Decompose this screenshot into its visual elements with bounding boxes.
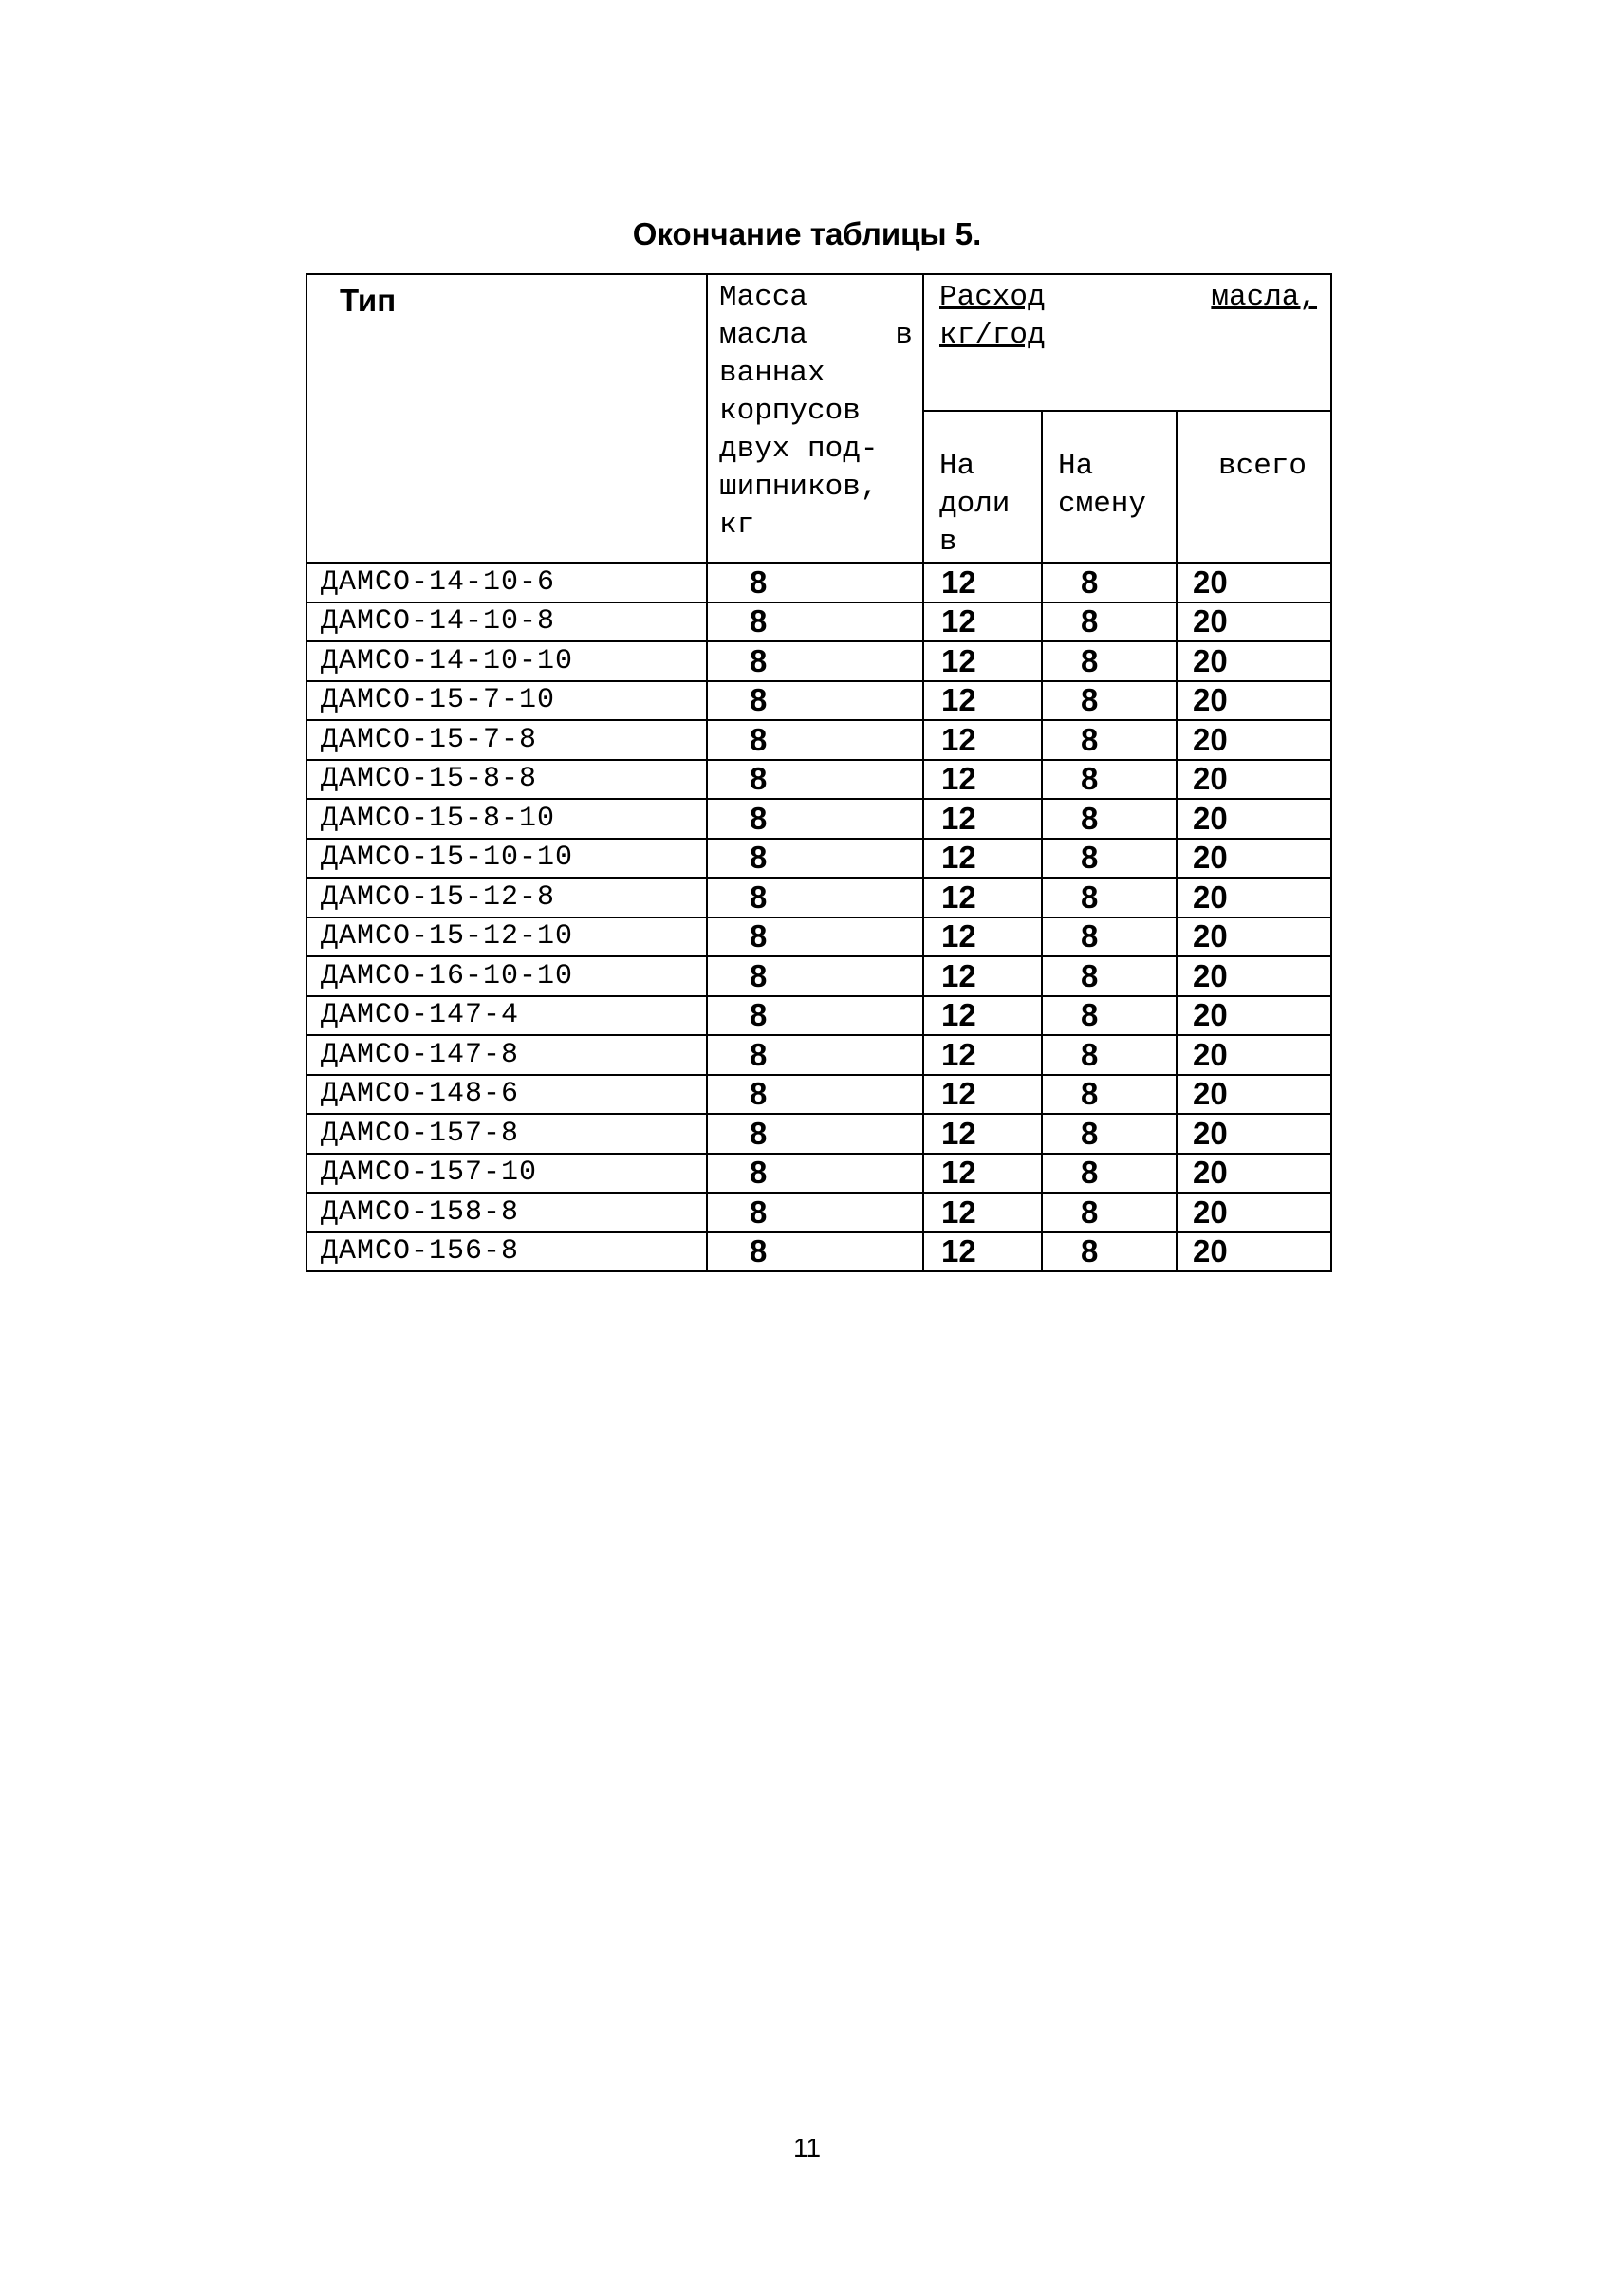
cell-dolive: 12 — [923, 563, 1042, 602]
cell-oil-mass: 8 — [707, 1232, 923, 1272]
table-row — [306, 1114, 1331, 1154]
cell-oil-mass: 8 — [707, 956, 923, 996]
header-oil-mass-line: шипников, — [719, 471, 879, 504]
header-oil-flow-line — [939, 279, 1317, 317]
header-oil-mass-line: корпусов — [719, 395, 861, 428]
header-dolive-line: доли — [939, 488, 1011, 521]
cell-oil-mass: 8 — [707, 878, 923, 917]
header-row-1 — [306, 274, 1331, 411]
cell-oil-mass: 8 — [707, 563, 923, 602]
cell-total: 20 — [1177, 641, 1331, 681]
cell-total: 20 — [1177, 956, 1331, 996]
header-oil-flow-unit-text: кг/год — [939, 319, 1046, 352]
cell-per-shift: 8 — [1042, 1232, 1177, 1272]
cell-per-shift: 8 — [1042, 839, 1177, 879]
cell-type: ДАМСО-158-8 — [306, 1193, 707, 1232]
cell-oil-mass: 8 — [707, 1154, 923, 1194]
cell-per-shift: 8 — [1042, 563, 1177, 602]
cell-dolive: 12 — [923, 760, 1042, 800]
cell-type: ДАМСО-15-10-10 — [306, 839, 707, 879]
header-dolive-line: На — [939, 450, 975, 483]
table-row — [306, 563, 1331, 602]
cell-dolive: 12 — [923, 878, 1042, 917]
cell-type: ДАМСО-157-10 — [306, 1154, 707, 1194]
cell-dolive: 12 — [923, 917, 1042, 957]
cell-oil-mass: 8 — [707, 602, 923, 642]
cell-oil-mass: 8 — [707, 917, 923, 957]
cell-total: 20 — [1177, 1193, 1331, 1232]
cell-type: ДАМСО-147-4 — [306, 996, 707, 1036]
table-row — [306, 1154, 1331, 1194]
cell-per-shift: 8 — [1042, 760, 1177, 800]
cell-oil-mass: 8 — [707, 760, 923, 800]
cell-dolive: 12 — [923, 720, 1042, 760]
header-oil-mass-line: ваннах — [719, 357, 826, 390]
cell-total: 20 — [1177, 799, 1331, 839]
cell-dolive: 12 — [923, 956, 1042, 996]
cell-per-shift: 8 — [1042, 1154, 1177, 1194]
header-oil-flow — [923, 274, 1331, 411]
cell-dolive: 12 — [923, 839, 1042, 879]
header-oil-mass-line — [719, 317, 913, 355]
header-oil-mass-line: кг — [719, 509, 755, 542]
header-oil-flow-word: Расход — [939, 281, 1046, 314]
cell-dolive: 12 — [923, 1075, 1042, 1115]
cell-total: 20 — [1177, 760, 1331, 800]
cell-oil-mass: 8 — [707, 641, 923, 681]
table-row — [306, 956, 1331, 996]
cell-oil-mass: 8 — [707, 720, 923, 760]
cell-per-shift: 8 — [1042, 996, 1177, 1036]
header-dolive — [923, 411, 1042, 563]
cell-dolive: 12 — [923, 799, 1042, 839]
cell-total: 20 — [1177, 1075, 1331, 1115]
cell-per-shift: 8 — [1042, 641, 1177, 681]
cell-oil-mass: 8 — [707, 1075, 923, 1115]
cell-total: 20 — [1177, 917, 1331, 957]
cell-type: ДАМСО-15-8-10 — [306, 799, 707, 839]
cell-type: ДАМСО-147-8 — [306, 1035, 707, 1075]
cell-oil-mass: 8 — [707, 799, 923, 839]
cell-total: 20 — [1177, 1035, 1331, 1075]
cell-type: ДАМСО-15-12-8 — [306, 878, 707, 917]
table-row — [306, 839, 1331, 879]
cell-type: ДАМСО-15-12-10 — [306, 917, 707, 957]
cell-per-shift: 8 — [1042, 799, 1177, 839]
header-per-shift-line: смену — [1058, 488, 1147, 521]
cell-per-shift: 8 — [1042, 878, 1177, 917]
header-dolive-line: в — [939, 526, 957, 559]
cell-oil-mass: 8 — [707, 996, 923, 1036]
cell-per-shift: 8 — [1042, 720, 1177, 760]
cell-per-shift: 8 — [1042, 1035, 1177, 1075]
header-oil-mass-line: Масса — [719, 281, 808, 314]
cell-type: ДАМСО-156-8 — [306, 1232, 707, 1272]
header-oil-flow-unit — [939, 317, 1317, 355]
header-oil-mass-word: в — [895, 319, 913, 352]
cell-type: ДАМСО-15-7-8 — [306, 720, 707, 760]
cell-oil-mass: 8 — [707, 1114, 923, 1154]
cell-per-shift: 8 — [1042, 602, 1177, 642]
cell-per-shift: 8 — [1042, 1193, 1177, 1232]
table-row — [306, 996, 1331, 1036]
table-row — [306, 720, 1331, 760]
header-oil-mass — [707, 274, 923, 563]
cell-per-shift: 8 — [1042, 1114, 1177, 1154]
cell-total: 20 — [1177, 878, 1331, 917]
cell-type: ДАМСО-15-8-8 — [306, 760, 707, 800]
table-row — [306, 878, 1331, 917]
table-row — [306, 1035, 1331, 1075]
cell-oil-mass: 8 — [707, 1035, 923, 1075]
table-row — [306, 641, 1331, 681]
cell-total: 20 — [1177, 996, 1331, 1036]
header-oil-mass-line: двух под- — [719, 433, 879, 466]
header-oil-mass-word: масла — [719, 319, 808, 352]
cell-dolive: 12 — [923, 996, 1042, 1036]
table-row — [306, 760, 1331, 800]
cell-type: ДАМСО-14-10-6 — [306, 563, 707, 602]
page-number: 11 — [792, 2133, 822, 2162]
cell-dolive: 12 — [923, 1193, 1042, 1232]
cell-dolive: 12 — [923, 1232, 1042, 1272]
table-caption: Окончание таблицы 5. — [632, 216, 982, 251]
table-row — [306, 602, 1331, 642]
cell-type: ДАМСО-14-10-10 — [306, 641, 707, 681]
header-per-shift — [1042, 411, 1177, 563]
cell-per-shift: 8 — [1042, 681, 1177, 721]
cell-total: 20 — [1177, 1154, 1331, 1194]
cell-total: 20 — [1177, 563, 1331, 602]
cell-total: 20 — [1177, 1232, 1331, 1272]
table-row — [306, 799, 1331, 839]
cell-total: 20 — [1177, 681, 1331, 721]
cell-type: ДАМСО-157-8 — [306, 1114, 707, 1154]
cell-type: ДАМСО-148-6 — [306, 1075, 707, 1115]
cell-per-shift: 8 — [1042, 956, 1177, 996]
cell-type: ДАМСО-14-10-8 — [306, 602, 707, 642]
table-row — [306, 1075, 1331, 1115]
cell-dolive: 12 — [923, 1154, 1042, 1194]
table-row — [306, 681, 1331, 721]
table-row — [306, 917, 1331, 957]
cell-total: 20 — [1177, 602, 1331, 642]
cell-type: ДАМСО-16-10-10 — [306, 956, 707, 996]
cell-type: ДАМСО-15-7-10 — [306, 681, 707, 721]
cell-total: 20 — [1177, 720, 1331, 760]
cell-dolive: 12 — [923, 681, 1042, 721]
cell-dolive: 12 — [923, 641, 1042, 681]
cell-per-shift: 8 — [1042, 1075, 1177, 1115]
cell-oil-mass: 8 — [707, 839, 923, 879]
cell-dolive: 12 — [923, 1114, 1042, 1154]
cell-dolive: 12 — [923, 602, 1042, 642]
oil-consumption-table — [306, 273, 1332, 1272]
cell-oil-mass: 8 — [707, 681, 923, 721]
cell-total: 20 — [1177, 1114, 1331, 1154]
table-row — [306, 1193, 1331, 1232]
cell-dolive: 12 — [923, 1035, 1042, 1075]
header-type: Тип — [306, 274, 707, 563]
cell-total: 20 — [1177, 839, 1331, 879]
header-per-shift-line: На — [1058, 450, 1094, 483]
table-row — [306, 1232, 1331, 1272]
cell-oil-mass: 8 — [707, 1193, 923, 1232]
header-total: всего — [1177, 411, 1331, 563]
header-oil-flow-word: масла, — [1211, 281, 1318, 314]
cell-per-shift: 8 — [1042, 917, 1177, 957]
